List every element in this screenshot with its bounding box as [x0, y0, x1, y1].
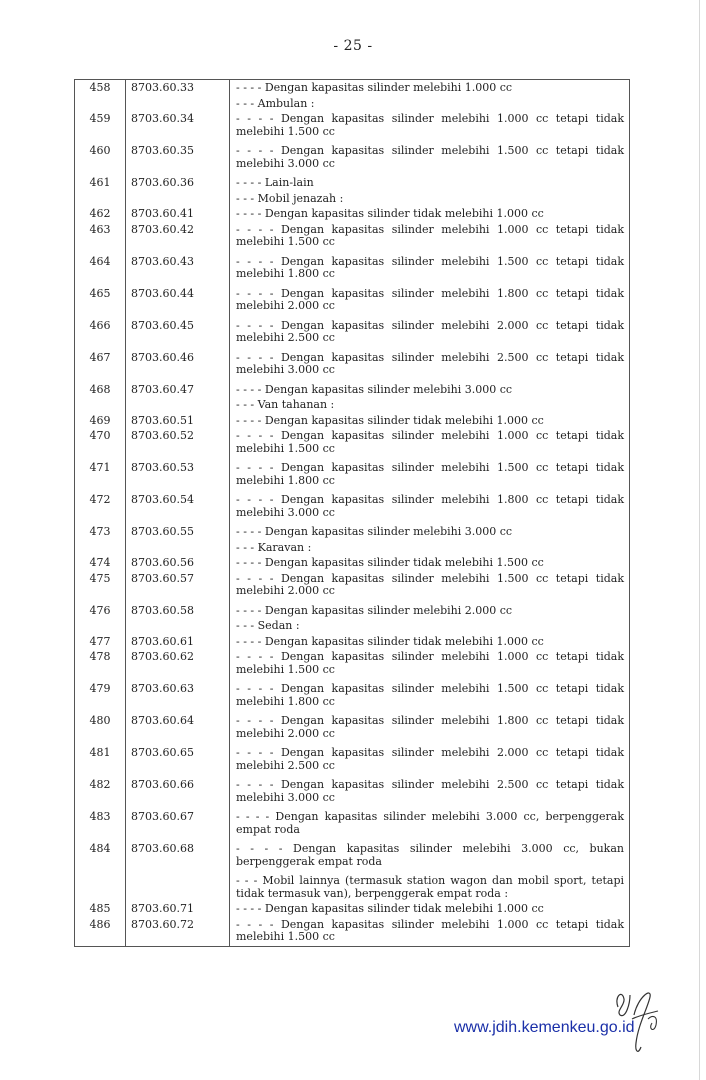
hs-code: 8703.60.54 — [126, 494, 230, 526]
hs-code: 8703.60.52 — [126, 430, 230, 462]
row-number: 464 — [75, 256, 126, 288]
hs-code: 8703.60.55 — [126, 526, 230, 542]
row-description: - - - - Dengan kapasitas silinder melebihi 2.000 cc tetapi tidak melebihi 2.500 cc — [230, 320, 630, 352]
row-description: - - - - Dengan kapasitas silinder tidak melebihi 1.000 cc — [230, 636, 630, 652]
row-number: 467 — [75, 352, 126, 384]
hs-code: 8703.60.65 — [126, 747, 230, 779]
row-description: - - - - Dengan kapasitas silinder melebihi 1.500 cc tetapi tidak melebihi 2.000 cc — [230, 573, 630, 605]
row-number — [75, 620, 126, 636]
hs-code: 8703.60.57 — [126, 573, 230, 605]
row-number: 472 — [75, 494, 126, 526]
hs-code: 8703.60.62 — [126, 651, 230, 683]
table-row — [75, 636, 630, 652]
row-number: 474 — [75, 557, 126, 573]
table-row — [75, 526, 630, 542]
row-number: 477 — [75, 636, 126, 652]
table-row — [75, 193, 630, 209]
hs-code — [126, 193, 230, 209]
hs-code: 8703.60.53 — [126, 462, 230, 494]
table-row — [75, 903, 630, 919]
table-row — [75, 430, 630, 462]
row-number: 465 — [75, 288, 126, 320]
row-description: - - - - Dengan kapasitas silinder melebihi 2.000 cc — [230, 605, 630, 621]
row-number — [75, 875, 126, 903]
hs-code: 8703.60.36 — [126, 177, 230, 193]
hs-code: 8703.60.72 — [126, 919, 230, 947]
table-row — [75, 320, 630, 352]
table-row — [75, 919, 630, 947]
hs-code: 8703.60.46 — [126, 352, 230, 384]
row-number: 470 — [75, 430, 126, 462]
row-number: 476 — [75, 605, 126, 621]
table-row — [75, 256, 630, 288]
row-description: - - - - Dengan kapasitas silinder melebihi 1.000 cc tetapi tidak melebihi 1.500 cc — [230, 113, 630, 145]
hs-code: 8703.60.41 — [126, 208, 230, 224]
row-number: 482 — [75, 779, 126, 811]
row-description: - - - Mobil jenazah : — [230, 193, 630, 209]
row-description: - - - - Dengan kapasitas silinder melebihi 1.000 cc — [230, 80, 630, 98]
table-row — [75, 98, 630, 114]
table-row — [75, 384, 630, 400]
table-row — [75, 288, 630, 320]
hs-code — [126, 875, 230, 903]
hs-code: 8703.60.33 — [126, 80, 230, 98]
row-number: 460 — [75, 145, 126, 177]
hs-code: 8703.60.68 — [126, 843, 230, 875]
hs-code: 8703.60.58 — [126, 605, 230, 621]
row-number: 462 — [75, 208, 126, 224]
row-description: - - - - Dengan kapasitas silinder melebihi 3.000 cc, berpenggerak empat roda — [230, 811, 630, 843]
hs-code: 8703.60.45 — [126, 320, 230, 352]
row-description: - - - - Dengan kapasitas silinder melebihi 1.500 cc tetapi tidak melebihi 3.000 cc — [230, 145, 630, 177]
table-row — [75, 352, 630, 384]
hs-code — [126, 542, 230, 558]
table-row — [75, 715, 630, 747]
row-description: - - - - Dengan kapasitas silinder melebihi 3.000 cc, bukan berpenggerak empat roda — [230, 843, 630, 875]
table-row — [75, 80, 630, 98]
row-number: 461 — [75, 177, 126, 193]
table-row — [75, 145, 630, 177]
table-row — [75, 208, 630, 224]
hs-code — [126, 399, 230, 415]
row-description: - - - - Lain-lain — [230, 177, 630, 193]
row-description: - - - - Dengan kapasitas silinder melebihi 2.500 cc tetapi tidak melebihi 3.000 cc — [230, 779, 630, 811]
row-description: - - - Sedan : — [230, 620, 630, 636]
row-description: - - - - Dengan kapasitas silinder tidak melebihi 1.000 cc — [230, 903, 630, 919]
table-row — [75, 462, 630, 494]
row-description: - - - - Dengan kapasitas silinder melebihi 1.500 cc tetapi tidak melebihi 1.800 cc — [230, 462, 630, 494]
row-number — [75, 193, 126, 209]
row-number: 483 — [75, 811, 126, 843]
row-description: - - - - Dengan kapasitas silinder tidak melebihi 1.500 cc — [230, 557, 630, 573]
table-row — [75, 415, 630, 431]
row-number: 475 — [75, 573, 126, 605]
hs-code: 8703.60.47 — [126, 384, 230, 400]
table-row — [75, 747, 630, 779]
page-edge-line — [699, 0, 700, 1080]
row-description: - - - - Dengan kapasitas silinder melebihi 1.800 cc tetapi tidak melebihi 3.000 cc — [230, 494, 630, 526]
table-row — [75, 177, 630, 193]
page-number: - 25 - — [333, 38, 373, 54]
row-description: - - - - Dengan kapasitas silinder melebihi 3.000 cc — [230, 384, 630, 400]
row-description: - - - Ambulan : — [230, 98, 630, 114]
table-row — [75, 557, 630, 573]
table-row — [75, 875, 630, 903]
row-number — [75, 399, 126, 415]
table-row — [75, 494, 630, 526]
row-number: 468 — [75, 384, 126, 400]
row-description: - - - Van tahanan : — [230, 399, 630, 415]
table-row — [75, 605, 630, 621]
hs-code: 8703.60.35 — [126, 145, 230, 177]
table-row — [75, 811, 630, 843]
table-row — [75, 620, 630, 636]
row-description: - - - - Dengan kapasitas silinder melebihi 1.000 cc tetapi tidak melebihi 1.500 cc — [230, 651, 630, 683]
row-description: - - - - Dengan kapasitas silinder melebihi 3.000 cc — [230, 526, 630, 542]
row-number: 479 — [75, 683, 126, 715]
row-description: - - - - Dengan kapasitas silinder melebihi 1.800 cc tetapi tidak melebihi 2.000 cc — [230, 715, 630, 747]
table-row — [75, 113, 630, 145]
hs-code: 8703.60.71 — [126, 903, 230, 919]
hs-code: 8703.60.64 — [126, 715, 230, 747]
table-row — [75, 399, 630, 415]
row-description: - - - - Dengan kapasitas silinder tidak melebihi 1.000 cc — [230, 415, 630, 431]
row-number: 463 — [75, 224, 126, 256]
row-description: - - - - Dengan kapasitas silinder melebihi 2.000 cc tetapi tidak melebihi 2.500 cc — [230, 747, 630, 779]
hs-code — [126, 620, 230, 636]
table-row — [75, 651, 630, 683]
row-number: 458 — [75, 80, 126, 98]
row-description: - - - Mobil lainnya (termasuk station wagon dan mobil sport, tetapi tidak termasuk van), berpenggerak empat roda : — [230, 875, 630, 903]
hs-code: 8703.60.42 — [126, 224, 230, 256]
row-description: - - - - Dengan kapasitas silinder melebihi 1.000 cc tetapi tidak melebihi 1.500 cc — [230, 430, 630, 462]
table-row — [75, 573, 630, 605]
hs-code: 8703.60.67 — [126, 811, 230, 843]
row-number: 473 — [75, 526, 126, 542]
hs-code: 8703.60.44 — [126, 288, 230, 320]
row-number: 459 — [75, 113, 126, 145]
hs-code: 8703.60.34 — [126, 113, 230, 145]
hs-code: 8703.60.56 — [126, 557, 230, 573]
row-number: 469 — [75, 415, 126, 431]
table-row — [75, 779, 630, 811]
table-row — [75, 542, 630, 558]
table-row — [75, 224, 630, 256]
row-description: - - - - Dengan kapasitas silinder melebihi 1.500 cc tetapi tidak melebihi 1.800 cc — [230, 683, 630, 715]
hs-code: 8703.60.61 — [126, 636, 230, 652]
row-description: - - - - Dengan kapasitas silinder melebihi 2.500 cc tetapi tidak melebihi 3.000 cc — [230, 352, 630, 384]
row-number: 481 — [75, 747, 126, 779]
hs-code: 8703.60.63 — [126, 683, 230, 715]
hs-code: 8703.60.51 — [126, 415, 230, 431]
hs-code: 8703.60.66 — [126, 779, 230, 811]
row-number: 466 — [75, 320, 126, 352]
hs-code — [126, 98, 230, 114]
tariff-table-body — [75, 80, 630, 947]
row-number: 478 — [75, 651, 126, 683]
row-number: 486 — [75, 919, 126, 947]
row-description: - - - - Dengan kapasitas silinder melebihi 1.800 cc tetapi tidak melebihi 2.000 cc — [230, 288, 630, 320]
row-number: 480 — [75, 715, 126, 747]
tariff-table — [74, 79, 630, 947]
row-number — [75, 542, 126, 558]
row-description: - - - - Dengan kapasitas silinder melebihi 1.000 cc tetapi tidak melebihi 1.500 cc — [230, 919, 630, 947]
row-number: 471 — [75, 462, 126, 494]
row-number — [75, 98, 126, 114]
row-description: - - - - Dengan kapasitas silinder melebihi 1.500 cc tetapi tidak melebihi 1.800 cc — [230, 256, 630, 288]
hs-code: 8703.60.43 — [126, 256, 230, 288]
row-number: 485 — [75, 903, 126, 919]
website-url: www.jdih.kemenkeu.go.id — [454, 1019, 635, 1036]
row-number: 484 — [75, 843, 126, 875]
row-description: - - - Karavan : — [230, 542, 630, 558]
table-row — [75, 683, 630, 715]
row-description: - - - - Dengan kapasitas silinder tidak melebihi 1.000 cc — [230, 208, 630, 224]
table-row — [75, 843, 630, 875]
row-description: - - - - Dengan kapasitas silinder melebihi 1.000 cc tetapi tidak melebihi 1.500 cc — [230, 224, 630, 256]
